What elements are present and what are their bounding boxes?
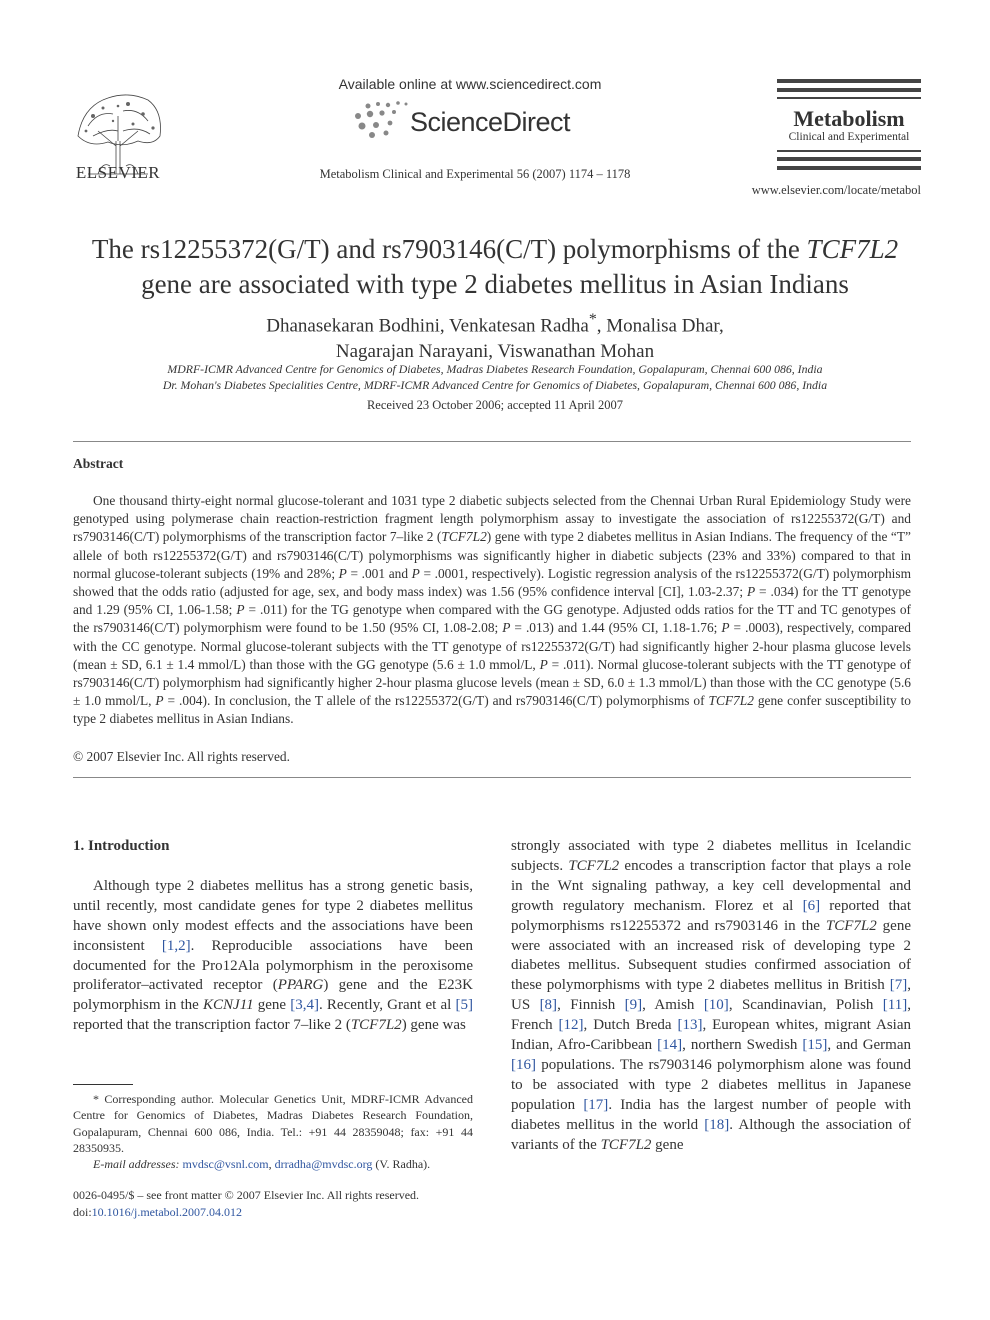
publisher-name: ELSEVIER <box>75 163 161 182</box>
citation-link[interactable]: [5] <box>455 997 473 1014</box>
citation-link[interactable]: [7] <box>889 977 908 994</box>
journal-title: Metabolism <box>793 106 905 131</box>
abstract-copyright: © 2007 Elsevier Inc. All rights reserved. <box>73 749 290 764</box>
journal-top-bar <box>777 79 921 83</box>
sciencedirect-wordmark: ScienceDirect <box>410 107 571 137</box>
citation-link[interactable]: [17] <box>583 1096 609 1113</box>
left-column <box>73 837 473 1036</box>
citation-link[interactable]: [1,2] <box>161 937 191 954</box>
available-online-text: Available online at www.sciencedirect.com <box>338 76 602 92</box>
affiliation-1: MDRF-ICMR Advanced Centre for Genomics of Diabetes, Madras Diabetes Research Foundation, Gopalapuram, Chennai 600 086, India <box>167 362 823 376</box>
journal-top-bar <box>777 97 921 99</box>
journal-bottom-bar <box>777 157 921 161</box>
affiliation-2: Dr. Mohan's Diabetes Specialities Centre, MDRF-ICMR Advanced Centre for Genomics of Diabetes, Gopalapuram, Chennai 600 086, India <box>162 378 828 392</box>
citation-link[interactable]: [9] <box>624 997 643 1014</box>
journal-subtitle: Clinical and Experimental <box>788 131 910 143</box>
right-column <box>511 837 911 1156</box>
journal-citation: Metabolism Clinical and Experimental 56 (2007) 1174 – 1178 <box>319 167 631 181</box>
abstract-heading: Abstract <box>73 456 124 471</box>
journal-bottom-bar <box>777 150 921 152</box>
front-matter-info: 0026-0495/$ – see front matter © 2007 Elsevier Inc. All rights reserved. doi:10.1016/j.metabol.2007.04.012 <box>73 1188 420 1219</box>
citation-link[interactable]: [15] <box>802 1037 828 1054</box>
journal-bottom-bar <box>777 166 921 170</box>
citation-link[interactable]: [11] <box>882 997 908 1014</box>
divider <box>73 777 911 778</box>
citation-link[interactable]: [3,4] <box>290 997 319 1014</box>
citation-link[interactable]: [10] <box>703 997 729 1014</box>
section-heading-introduction: 1. Introduction <box>73 838 170 854</box>
corresponding-author-mark: * <box>588 311 597 328</box>
received-dates: Received 23 October 2006; accepted 11 April 2007 <box>366 398 624 412</box>
corresponding-author-footnote: * Corresponding author. Molecular Genetics Unit, MDRF-ICMR Advanced Centre for Genomics of Diabetes, Madras Diabetes Research Foundation, Gopalapuram, Chennai 600 086, India. Tel.: +91 44 28359048; fax: +91 44 28350935. E-mail addresses: mvdsc@vsnl.com, drradha@mvdsc.org (V. Radha). <box>73 1092 473 1172</box>
citation-link[interactable]: [16] <box>511 1056 536 1073</box>
email-link[interactable]: drradha@mvdsc.org <box>274 1157 373 1172</box>
footnote-rule <box>73 1084 133 1085</box>
author-list: Dhanasekaran Bodhini, Venkatesan Radha*, Monalisa Dhar, Nagarajan Narayani, Viswanathan Mohan <box>266 311 724 363</box>
citation-link[interactable]: [8] <box>539 997 558 1014</box>
doi-link[interactable]: 10.1016/j.metabol.2007.04.012 <box>91 1205 242 1219</box>
abstract-text: One thousand thirty-eight normal glucose-tolerant and 1031 type 2 diabetic subjects selected from the Chennai Urban Rural Epidemiology Study were genotyped using polymerase chain reaction-restriction fragment length polymorphism assay to investigate the association of rs12255372(G/T) and rs7903146(C/T) polymorphisms of the transcription factor 7–like 2 (TCF7L2) gene with type 2 diabetes mellitus in Asian Indians. The frequency of the “T” allele of both rs12255372(G/T) and rs7903146(C/T) polymorphisms was significantly higher in diabetic subjects (23% and 33%) compared to that in normal glucose-tolerant subjects (19% and 28%; P = .001 and P = .0001, respectively). Logistic regression analysis of the rs12255372(G/T) polymorphism showed that the odds ratio (adjusted for age, sex, and body mass index) was 1.56 (95% confidence interval [CI], 1.03-2.37; P = .034) for the TT genotype and 1.29 (95% CI, 1.06-1.58; P = .011) for the TG genotype when compared with the GG genotype. Adjusted odds ratios for the TT and TC genotypes of the rs7903146(C/T) polymorphism were found to be 1.50 (95% CI, 1.08-2.08; P = .013) and 1.44 (95% CI, 1.18-1.76; P = .0003), respectively, compared with the CC genotype. Normal glucose-tolerant subjects with the TT genotype of rs12255372(G/T) had significantly higher 2-hour plasma glucose levels (mean ± SD, 6.1 ± 1.4 mmol/L) than those with the GG genotype (5.6 ± 1.0 mmol/L, P = .011). Normal glucose-tolerant subjects with the TT genotype of rs7903146(C/T) polymorphism had significantly higher 2-hour plasma glucose levels (mean ± SD, 6.0 ± 1.3 mmol/L) than those with the CC genotype (5.6 ± 1.0 mmol/L, P = .004). In conclusion, the T allele of the rs12255372(G/T) and rs7903146(C/T) polymorphisms of TCF7L2 gene confer susceptibility to type 2 diabetes mellitus in Asian Indians. <box>73 493 911 727</box>
citation-link[interactable]: [13] <box>677 1017 703 1034</box>
citation-link[interactable]: [6] <box>802 897 821 914</box>
citation-link[interactable]: [18] <box>704 1116 730 1133</box>
citation-link[interactable]: [12] <box>558 1017 584 1034</box>
divider <box>73 441 911 442</box>
intro-paragraph-continued: strongly associated with type 2 diabetes mellitus in Icelandic subjects. TCF7L2 encodes a transcription factor that plays a role in the Wnt signaling pathway, a key cell developmental and growth regulatory mechanism. Florez et al [6] reported that polymorphisms rs12255372 and rs7903146 in the TCF7L2 gene were associated with an increased risk of developing type 2 diabetes mellitus. Subsequent studies confirmed association of these polymorphisms with type 2 diabetes mellitus in British [7], US [8], Finnish [9], Amish [10], Scandinavian, Polish [11], French [12], Dutch Breda [13], European whites, migrant Asian Indian, Afro-Caribbean [14], northern Swedish [15], and German [16] populations. The rs7903146 polymorphism alone was found to be associated with type 2 diabetes mellitus in Japanese population [17]. India has the largest number of people with diabetes mellitus in the world [18]. Although the association of variants of the TCF7L2 gene <box>511 838 912 1153</box>
journal-top-bar <box>777 88 921 92</box>
article-title: The rs12255372(G/T) and rs7903146(C/T) polymorphisms of the TCF7L2 gene are associated with type 2 diabetes mellitus in Asian Indians <box>91 234 899 299</box>
email-link[interactable]: mvdsc@vsnl.com <box>182 1157 269 1172</box>
citation-link[interactable]: [14] <box>657 1037 683 1054</box>
intro-paragraph: Although type 2 diabetes mellitus has a strong genetic basis, until recently, most candidate genes for type 2 diabetes mellitus have shown only modest effects and the associations have been inconsistent [1,2]. Reproducible associations have been documented for the Pro12Ala polymorphism in the peroxisome proliferator–activated receptor (PPARG) gene and the E23K polymorphism in the KCNJ11 gene [3,4]. Recently, Grant et al [5] reported that the transcription factor 7–like 2 (TCF7L2) gene was <box>73 877 474 1034</box>
journal-url[interactable]: www.elsevier.com/locate/metabol <box>751 183 921 197</box>
